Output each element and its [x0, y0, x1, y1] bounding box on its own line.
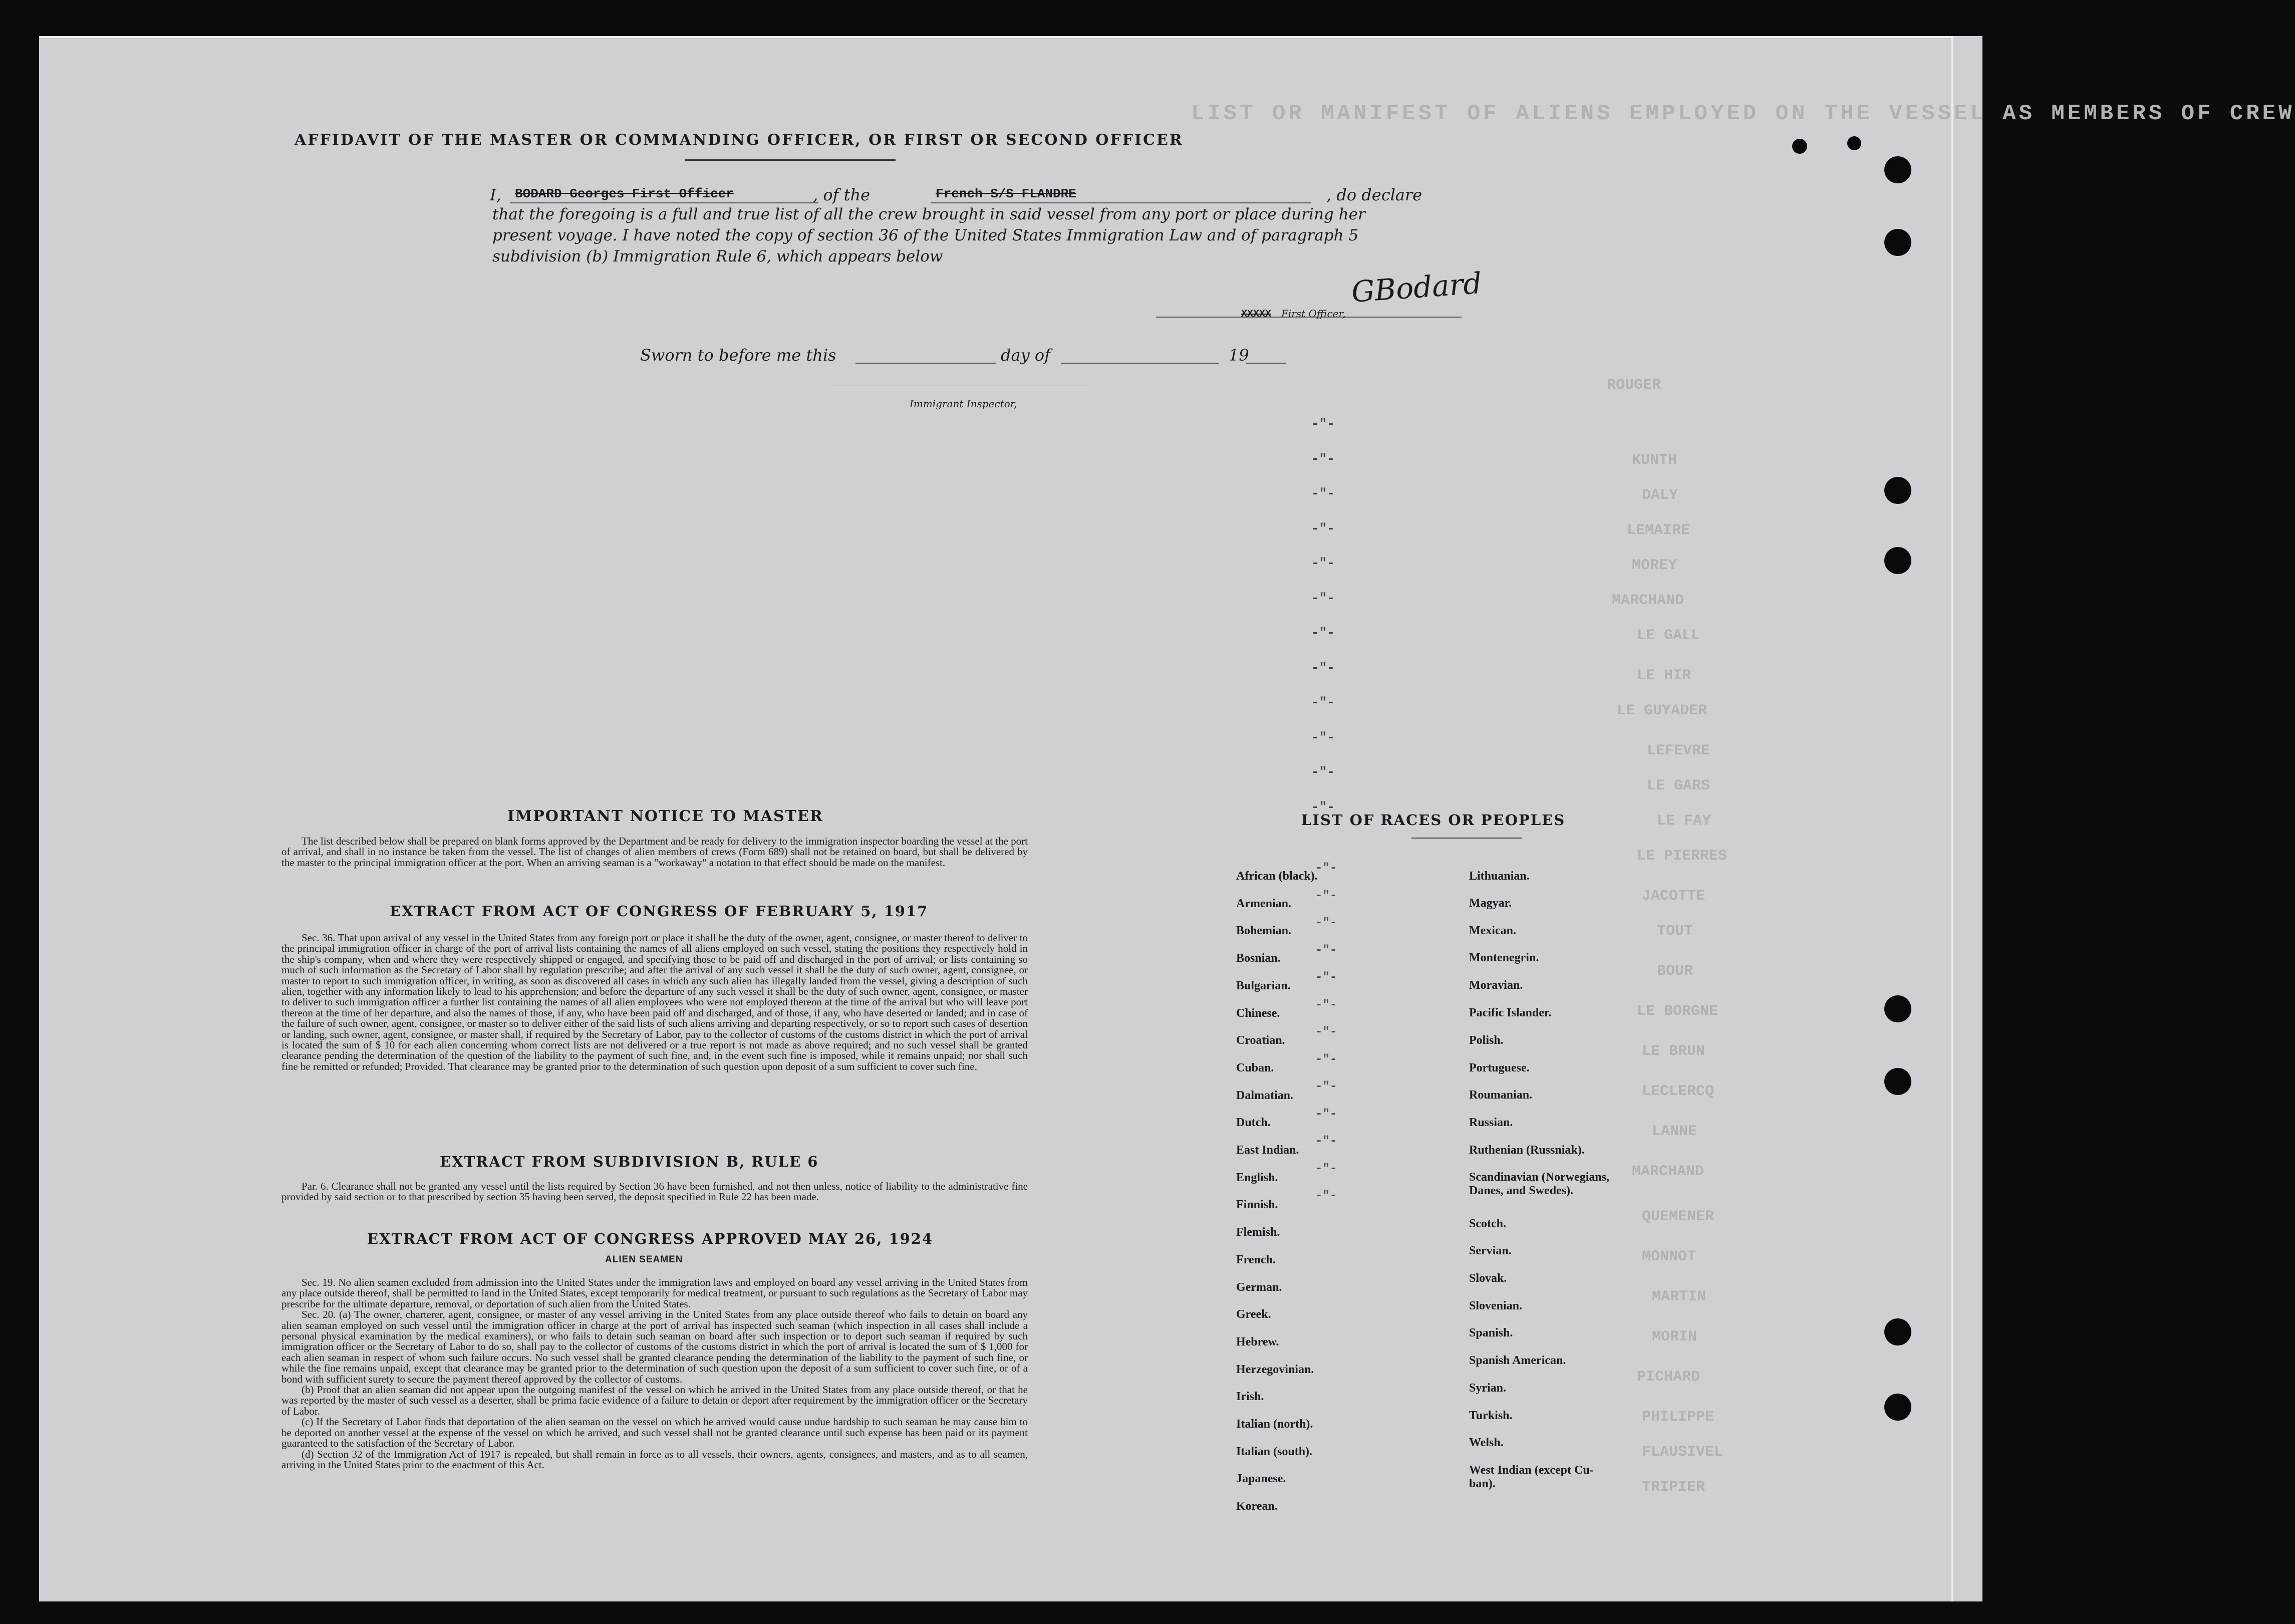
race-item: Bulgarian. — [1236, 979, 1291, 992]
race-item: Hebrew. — [1236, 1335, 1279, 1348]
race-item: West Indian (except Cu- ban). — [1469, 1464, 1594, 1490]
extract-rule6-title: EXTRACT FROM SUBDIVISION B, RULE 6 — [440, 1153, 819, 1170]
race-item: German. — [1236, 1280, 1282, 1294]
race-item: Dutch. — [1236, 1116, 1271, 1130]
race-item: Greek. — [1236, 1308, 1271, 1321]
race-item: Croatian. — [1236, 1034, 1285, 1047]
punch-hole — [1884, 229, 1911, 256]
title-rule — [685, 159, 896, 161]
race-item: Lithuanian. — [1469, 870, 1530, 883]
race-item: Portuguese. — [1469, 1061, 1530, 1074]
race-item: Bosnian. — [1236, 952, 1281, 965]
punch-hole — [1884, 1068, 1911, 1095]
ditto-marks-lower: -"- -"- -"- -"- -"- -"- -"- -"- -"- -"- -"- -"- -"- — [1315, 862, 1337, 1203]
ditto-marks: -"- -"- -"- -"- -"- -"- -"- -"- -"- -"- -"- -"- — [1311, 416, 1335, 815]
race-item: Polish. — [1469, 1034, 1504, 1047]
race-item: Syrian. — [1469, 1382, 1507, 1395]
race-item: Ruthenian (Russniak). — [1469, 1144, 1585, 1157]
race-item: English. — [1236, 1171, 1278, 1184]
affidavit-i-label: I, — [490, 185, 501, 204]
race-item: Montenegrin. — [1469, 951, 1539, 964]
race-item: Bohemian. — [1236, 924, 1292, 938]
race-item: French. — [1236, 1253, 1276, 1266]
punch-hole — [1884, 995, 1911, 1022]
page-edge — [39, 36, 1951, 38]
extract-1924-body — [281, 1277, 1028, 1470]
extract-1917-title: EXTRACT FROM ACT OF CONGRESS OF FEBRUARY 5, 1917 — [390, 903, 929, 920]
extract-1924-sec20a: Sec. 20. (a) The owner, charterer, agent, consignee, or master of any vessel arriving in the United States from any place outside thereof who fails to detain on board any alien seaman employed on such vessel until the immigration officer in charge at the port of arrival has inspected such seaman (which inspection in all cases shall include a personal physical examination by the medical examiners), or who fails to detain such seaman on board after such inspection or to deport such seaman if required by such immigration officer or the Secretary of Labor to do so, shall pay to the collector of customs of the customs district in which the port of arrival is located the sum of $ 1,000 for each alien seaman in respect of whom such failure occurs. No such vessel shall be granted clearance pending the determination of the liability to the payment of such fine, or while the fine remains unpaid, except that clearance may be granted prior to the determination of such question upon the deposit of a sum sufficient to cover such fine, or of a bond with sufficient surety to secure the payment thereof approved by the collector of customs. — [281, 1308, 1028, 1385]
vessel-name-line — [931, 202, 1311, 203]
race-item: Pacific Islander. — [1469, 1006, 1552, 1019]
race-item: Flemish. — [1236, 1226, 1280, 1239]
sworn-day-line — [855, 363, 996, 364]
document-page: ROUGER KUNTH DALY LEMAIRE MOREY MARCHAND LE GALL LE HIR LE GUYADER LEFEVRE LE GARS LE FAY LE PIERRES JACOTTE TOUT BOUR LE BORGNE LE BRUN LECLERCQ LANNE MARCHAND QUEMENER MONNOT MARTIN MORIN PICHARD PHILIPPE FLAUSIVEL TRIPIER LIST OR MANIFEST OF ALIENS EMPLOYED ON THE VESSEL AS MEMBERS OF CREW -"- -"- -"- -"- -"- -"- -"- -"- -"- -"- -"- -"- -"- -"- -"- -"- -"- -"- -"- -"- -"- -"- -"- -"- -"- AFFIDAVIT OF THE MASTER OR COMMANDING OFFICER, OR FIRST OR SECOND OFFICER I, BODARD Georges First Officer , of the French S/S FLANDRE , do declare that the foregoing is a full and true list of all the crew brought in said vessel from any port or place during her present voyage. I have noted the copy of section 36 of the United States Immigration Law and of paragraph 5 subdivision (b) Immigration Rule 6, which appears below XXXXX First Officer, GBodard Sworn to before me this day of 19 Immigrant Inspector, IMPORTANT NOTICE TO MASTER The list described below shall be prepared on blank forms approved by the Department and be ready for delivery to the immigration inspector boarding the vessel at the port of arrival, and shall in no instance be taken from the vessel. The list of changes of alien members of crews (Form 689) shall not be retained on board, but shall be delivered by the master to the principal immigration officer at the port. When an arriving seaman is a "workaway" a notation to that effect should be made on the manifest. EXTRACT FROM ACT OF CONGRESS OF FEBRUARY 5, 1917 Sec. 36. That upon arrival of any vessel in the United States from any foreign port or place it shall be the duty of the owner, agent, consignee, or master thereof to deliver to the principal immigration officer in charge of the port of arrival lists containing the names of all aliens employed on such vessel, stating the positions they respectively hold in the ship's company, when and where they were respectively shipped or engaged, and specifying those to be paid off and discharged in the port of arrival; or lists containing so much of such information as the Secretary of Labor shall by regulation prescribe; and after the arrival of any such vessel it shall be the duty of such owner, agent, consignee, or master to report to such immigration officer, in writing, as soon as discovered all cases in which any such alien has illegally landed from the vessel, giving a description of such alien, together with any information likely to lead to his apprehension; and before the departure of any such vessel it shall be the duty of such owner, agent, consignee, or master to deliver to such immigration officer a further list containing the names of all alien employees who were not employed thereon at the time of the arrival but who will leave port thereon at the time of her departure, and also the names of those, if any, who have been paid off and discharged, and of those, if any, who have deserted or landed; and in case of the failure of such owner, agent, consignee, or master so to deliver either of the said lists of such aliens arriving and departing respectively, or so to report such cases of desertion or landing, such owner, agent, consignee, or master shall, if required by the Secretary of Labor, pay to the collector of customs of the customs district in which the port of arrival is located the sum of $ 10 for each alien concerning whom correct lists are not delivered or a true report is not made as above required; and no such vessel shall be granted clearance pending the determination of the question of the liability to the payment of such fine, and, in the event such fine is imposed, while it remains unpaid; nor shall such fine be remitted or refunded; Provided. That clearance may be granted prior to the determination of such question upon deposit of a sum sufficient to cover such fine. EXTRACT FROM SUBDIVISION B, RULE 6 Par. 6. Clearance shall not be granted any vessel until the lists required by Section 36 have been furnished, and not then unless, notice of liability to the administrative fine provided by said section or to that prescribed by section 35 having been served, the deposit specified in Rule 22 has been made. EXTRACT FROM ACT OF CONGRESS APPROVED MAY 26, 1924 ALIEN SEAMEN Sec. 19. No alien seamen excluded from admission into the United States under the immigration laws and employed on board any vessel arriving in the United States from any place outside thereof, shall be permitted to land in the United States, except temporarily for medical treatment, or pursuant to such regulations as the Secretary of Labor may prescribe for the ultimate departure, removal, or deportation of such alien from the United States. Sec. 20. (a) The owner, charterer, agent, consignee, or master of any vessel arriving in the United States from any place outside thereof who fails to detain on board any alien seaman employed on such vessel until the immigration officer in charge at the port of arrival has inspected such seaman (which inspection in all cases shall include a personal physical examination by the medical examiners), or who fails to detain such seaman on board after such inspection or to deport such seaman if required by such immigration officer or the Secretary of Labor to do so, shall pay to the collector of customs of the customs district in which the port of arrival is located the sum of $ 1,000 for each alien seaman in respect of whom such failure occurs. No such vessel shall be granted clearance pending the determination of the liability to the payment of such fine, or while the fine remains unpaid, except that clearance may be granted prior to the determination of such question upon the deposit of a sum sufficient to cover such fine, or of a bond with sufficient surety to secure the payment thereof approved by the collector of customs. (b) Proof that an alien seaman did not appear upon the outgoing manifest of the vessel on which he arrived in the United States from any place outside thereof, or that he was reported by the master of such vessel as a deserter, shall be prima facie evidence of a failure to detain or deport after requirement by the immigration officer or the Secretary of Labor. (c) If the Secretary of Labor finds that deportation of the alien seaman on the vessel on which he arrived would cause undue hardship to such seaman he may cause him to be deported on another vessel at the expense of the vessel on which he arrived, and such vessel shall not be granted clearance until such expense has been paid or its payment guaranteed to the satisfaction of the Secretary of Labor. (d) Section 32 of the Immigration Act of 1917 is repealed, but shall remain in force as to all vessels, their owners, agents, consignees, and masters, and as to all seamen, arriving in the United States prior to the enactment of this Act. LIST OF RACES OR PEOPLES African (black). Armenian. Bohemian. Bosnian. Bulgarian. Chinese. Croatian. Cuban. Dalmatian. Dutch. East Indian. English. Finnish. Flemish. French. German. Greek. Hebrew. Herzegovinian. Irish. Italian (north). Italian (south). Japanese. Korean. Lithuanian. Magyar. Mexican. Montenegrin. Moravian. Pacific Islander. Polish. Portuguese. Roumanian. Russian. Ruthenian (Russniak). Scandinavian (Norwegians, Danes, and Swedes). Scotch. Servian. Slovak. Slovenian. Spanish. Spanish American. Syrian. Turkish. Welsh. West Indian (except Cu- ban). — [39, 36, 1982, 1601]
of-the-label: , of the — [813, 185, 871, 204]
punch-hole — [1884, 156, 1911, 183]
race-item: Scotch. — [1469, 1217, 1506, 1230]
officer-title-strike: XXXXX — [1241, 309, 1272, 320]
race-item: Mexican. — [1469, 924, 1516, 937]
races-title-rule — [1411, 838, 1522, 839]
extract-1924-sec19: Sec. 19. No alien seamen excluded from admission into the United States under the immigration laws and employed on board any vessel arriving in the United States from any place outside thereof, shall be permitted to land in the United States, except temporarily for medical treatment, or pursuant to such regulations as the Secretary of Labor may prescribe for the ultimate departure, removal, or deportation of such alien from the United States. — [281, 1276, 1028, 1310]
year-label: 19 — [1229, 346, 1249, 365]
races-title: LIST OF RACES OR PEOPLES — [1301, 811, 1566, 829]
race-item: Slovak. — [1469, 1272, 1507, 1285]
race-item: Russian. — [1469, 1116, 1513, 1129]
punch-hole — [1884, 1318, 1911, 1345]
officer-title-label: First Officer, — [1281, 308, 1346, 320]
do-declare-label: , do declare — [1326, 185, 1422, 204]
punch-hole — [1884, 547, 1911, 574]
extract-1924-title: EXTRACT FROM ACT OF CONGRESS APPROVED MAY 26, 1924 — [367, 1230, 934, 1247]
race-item: Welsh. — [1469, 1436, 1504, 1449]
race-item: Herzegovinian. — [1236, 1363, 1314, 1376]
notice-title: IMPORTANT NOTICE TO MASTER — [507, 807, 823, 825]
page-edge-right — [1951, 36, 1953, 1601]
punch-hole — [1884, 477, 1911, 504]
race-item: Italian (north). — [1236, 1418, 1313, 1431]
race-item: Italian (south). — [1236, 1445, 1313, 1458]
race-item: Dalmatian. — [1236, 1089, 1293, 1102]
inspector-label: Immigrant Inspector, — [910, 398, 1017, 410]
race-item: Slovenian. — [1469, 1299, 1523, 1312]
extract-1917-body: Sec. 36. That upon arrival of any vessel in the United States from any foreign port or place it shall be the duty of the owner, agent, consignee, or master thereof to deliver to the principal immigration officer in charge of the port of arrival lists containing the names of all aliens employed on such vessel, stating the positions they respectively hold in the ship's company, when and where they were respectively shipped or engaged, and specifying those to be paid off and discharged in the port of arrival; or lists containing so much of such information as the Secretary of Labor shall by regulation prescribe; and after the arrival of any such vessel it shall be the duty of such owner, agent, consignee, or master to report to such immigration officer, in writing, as soon as discovered all cases in which any such alien has illegally landed from the vessel, giving a description of such alien, together with any information likely to lead to his apprehension; and before the departure of any such vessel it shall be the duty of such owner, agent, consignee, or master to deliver to such immigration officer a further list containing the names of all alien employees who were not employed thereon at the time of the arrival but who will leave port thereon at the time of her departure, and also the names of those, if any, who have been paid off and discharged, and of those, if any, who have deserted or landed; and in case of the failure of such owner, agent, consignee, or master so to deliver either of the said lists of such aliens arriving and departing respectively, or so to report such cases of desertion or landing, such owner, agent, consignee, or master shall, if required by the Secretary of Labor, pay to the collector of customs of the customs district in which the port of arrival is located the sum of $ 10 for each alien concerning whom correct lists are not delivered or a true report is not made as above required; and no such vessel shall be granted clearance pending the determination of the question of the liability to the payment of such fine, and, in the event such fine is imposed, while it remains unpaid; nor shall such fine be remitted or refunded; Provided. That clearance may be granted prior to the determination of such question upon deposit of a sum sufficient to cover such fine. — [281, 932, 1028, 1072]
officer-signature: GBodard — [1350, 265, 1483, 310]
extract-1924-sec20d: (d) Section 32 of the Immigration Act of 1917 is repealed, but shall remain in force as to all vessels, their owners, agents, consignees, and masters, and as to all seamen, arriving in the United States prior to the enactment of this Act. — [281, 1448, 1028, 1471]
race-item: Spanish American. — [1469, 1354, 1566, 1367]
race-item: Korean. — [1236, 1500, 1278, 1513]
vessel-name: French S/S FLANDRE — [936, 186, 1076, 201]
sworn-month-line — [1061, 363, 1219, 364]
sworn-year-line — [1246, 363, 1286, 364]
race-item: Servian. — [1469, 1244, 1512, 1257]
affidavit-body-line-1: that the foregoing is a full and true list of all the crew brought in said vessel from any port or place during her — [492, 205, 1365, 223]
officer-name: BODARD Georges First Officer — [515, 186, 734, 201]
extract-1924-subtitle: ALIEN SEAMEN — [605, 1254, 683, 1265]
day-of-label: day of — [1001, 346, 1050, 365]
race-item: East Indian. — [1236, 1144, 1299, 1157]
race-item: Moravian. — [1469, 979, 1523, 992]
race-item: Spanish. — [1469, 1326, 1513, 1339]
race-item: Finnish. — [1236, 1198, 1278, 1212]
officer-name-line — [510, 202, 818, 203]
race-item: Scandinavian (Norwegians, Danes, and Swedes). — [1469, 1171, 1610, 1197]
race-item: Cuban. — [1236, 1061, 1274, 1074]
notice-body: The list described below shall be prepared on blank forms approved by the Department and be ready for delivery to the immigration inspector boarding the vessel at the port of arrival, and shall in no instance be taken from the vessel. The list of changes of alien members of crews (Form 689) shall not be retained on board, but shall be delivered by the master to the principal immigration officer at the port. When an arriving seaman is a "workaway" a notation to that effect should be made on the manifest. — [281, 835, 1028, 869]
extract-1924-sec20c: (c) If the Secretary of Labor finds that deportation of the alien seaman on the vessel on which he arrived would cause undue hardship to such seaman he may cause him to be deported on another vessel at the expense of the vessel on which he arrived, and such vessel shall not be granted clearance until such expense has been paid or its payment guaranteed to the satisfaction of the Secretary of Labor. — [281, 1416, 1028, 1450]
affidavit-body-line-3: subdivision (b) Immigration Rule 6, which appears below — [492, 247, 943, 265]
race-item: African (black). — [1236, 870, 1318, 883]
extract-1924-sec20b: (b) Proof that an alien seaman did not appear upon the outgoing manifest of the vessel on which he arrived in the United States from any place outside thereof, or that he was reported by the master of such vessel as a deserter, shall be prima facie evidence of a failure to detain or deport after requirement by the immigration officer or the Secretary of Labor. — [281, 1384, 1028, 1417]
punch-hole — [1884, 1394, 1911, 1421]
ink-spot — [1847, 136, 1861, 150]
race-item: Irish. — [1236, 1390, 1264, 1404]
sworn-label: Sworn to before me this — [640, 346, 836, 365]
ink-spot — [1792, 139, 1807, 154]
race-item: Turkish. — [1469, 1409, 1513, 1422]
affidavit-title: AFFIDAVIT OF THE MASTER OR COMMANDING OFFICER, OR FIRST OR SECOND OFFICER — [295, 131, 1184, 149]
extract-rule6-body: Par. 6. Clearance shall not be granted any vessel until the lists required by Section 36 have been furnished, and not then unless, notice of liability to the administrative fine provided by said section or to that prescribed by section 35 having been served, the deposit specified in Rule 22 has been made. — [281, 1180, 1028, 1203]
race-item: Armenian. — [1236, 897, 1291, 910]
affidavit-body-line-2: present voyage. I have noted the copy of section 36 of the United States Immigration Law and of paragraph 5 — [492, 226, 1359, 244]
race-item: Japanese. — [1236, 1472, 1286, 1486]
race-item: Magyar. — [1469, 897, 1512, 910]
race-item: Roumanian. — [1469, 1089, 1533, 1102]
race-item: Chinese. — [1236, 1006, 1280, 1020]
